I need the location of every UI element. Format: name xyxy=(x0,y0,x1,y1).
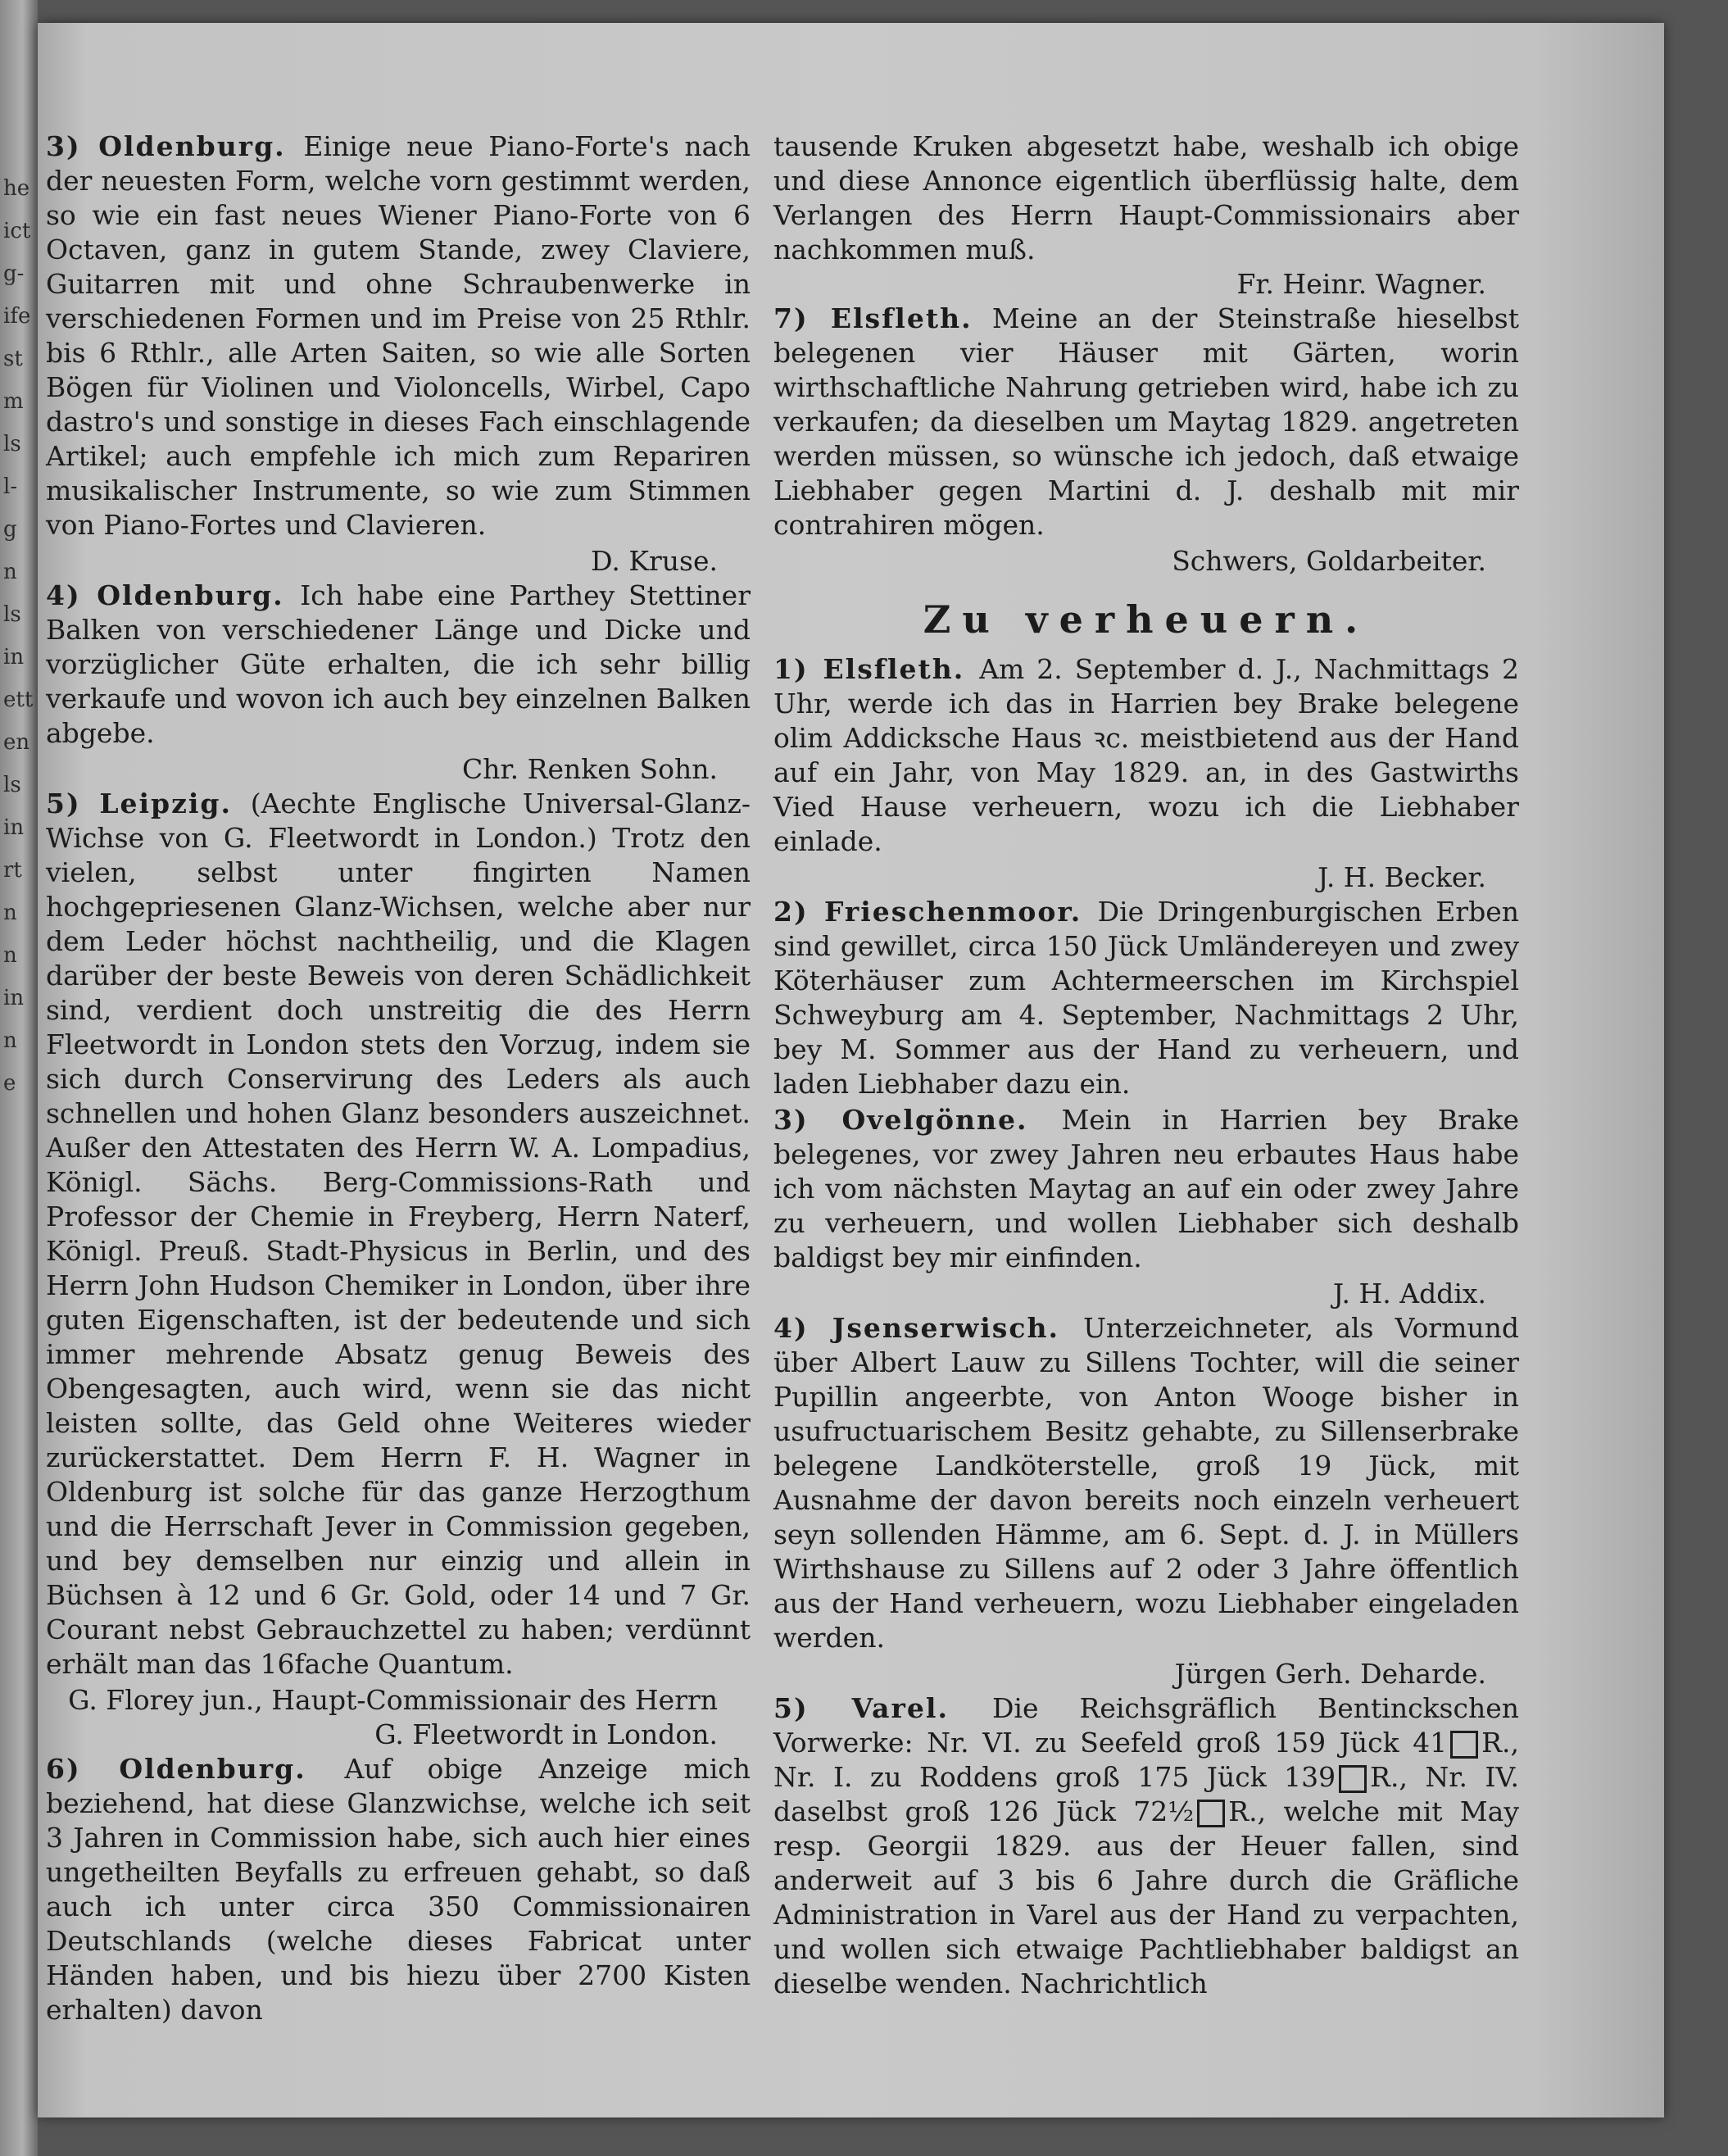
prev-page-fragment: m xyxy=(3,389,24,414)
right-column xyxy=(773,129,1519,2003)
ad-7-signature: Schwers, Goldarbeiter. xyxy=(1172,545,1486,577)
rental-lead: 4) Jsenserwisch. xyxy=(773,1312,1084,1344)
ad-4 xyxy=(46,579,751,751)
prev-page-fragment: in xyxy=(3,645,25,669)
prev-page-fragment: ict xyxy=(3,219,31,243)
rental-lead: 3) Ovelgönne. xyxy=(773,1104,1062,1136)
continuation-text: tausende Kruken abgesetzt habe, weshalb ich obige und diese Annonce eigentlich überflüssig halte, dem Verlangen des Herrn Haupt-Commissionairs aber nachkommen muß. xyxy=(773,130,1519,266)
rental-2 xyxy=(773,895,1519,1101)
rental-signature: J. H. Addix. xyxy=(1332,1278,1486,1309)
rental-3 xyxy=(773,1103,1519,1275)
ad-7 xyxy=(773,302,1519,542)
rental-text: Mein in Harrien bey Brake belegenes, vor zwey Jahren neu erbautes Haus habe ich vom nächsten Maytag an auf ein oder zwey Jahre zu verheuern, und wollen Liebhaber sich deshalb baldigst bey mir einfinden. xyxy=(773,1104,1519,1273)
ad-6-text: Auf obige Anzeige mich beziehend, hat diese Glanzwichse, welche ich seit 3 Jahren in Commission habe, sich auch hier eines ungetheilten Beyfalls zu erfreuen gehabt, so daß auch ich unter circa 350 Commissionairen Deutschlands (welche dieses Fabricat unter Händen haben, und bis hiezu über 2700 Kisten erhalten) davon xyxy=(46,1753,751,2026)
ad-7-lead: 7) Elsfleth. xyxy=(773,302,973,334)
rental-text: Unterzeichneter, als Vormund über Albert Lauw zu Sillens Tochter, will die seiner Pupillin angeerbte, von Anton Wooge bisher in usufructuarischem Besitz gehabte, zu Sillenserbrake belegene Landköterstelle, groß 19 Jück, mit Ausnahme der davon bereits noch einzeln verheuert seyn sollenden Hämme, am 6. Sept. d. J. in Müllers Wirthshause zu Sillens auf 2 oder 3 Jahre öffentlich aus der Hand verheuern, wozu Liebhaber eingeladen werden. xyxy=(773,1312,1520,1654)
square-rod-symbol-icon xyxy=(1197,1800,1225,1827)
rental-text-part: R., Nr. IV. daselbst groß 126 Jück 72½ xyxy=(773,1761,1519,1827)
prev-page-fragment: ls xyxy=(3,602,21,627)
ad-3-signature: D. Kruse. xyxy=(591,545,718,577)
square-rod-symbol-icon xyxy=(1339,1765,1367,1793)
ad-5-lead: 5) Leipzig. xyxy=(46,788,251,819)
prev-page-fragment: ett xyxy=(3,688,34,712)
rental-5 xyxy=(773,1691,1519,2001)
prev-page-fragment: g xyxy=(3,517,17,542)
prev-page-fragment: ife xyxy=(3,304,31,329)
previous-page-edge xyxy=(0,0,38,2156)
ad-3-text: Einige neue Piano-Forte's nach der neuesten Form, welche vorn gestimmt werden, so wie ein fast neues Wiener Piano-Forte von 6 Octaven, ganz in gutem Stande, zwey Claviere, Guitarren mit und ohne Schraubenwerke in verschiedenen Formen und im Preise von 25 Rthlr. bis 6 Rthlr., alle Arten Saiten, so wie alle Sorten Bögen für Violinen und Violoncells, Wirbel, Capo dastro's und sonstige in dieses Fach einschlagende Artikel; auch empfehle ich mich zum Repariren musikalischer Instrumente, so wie zum Stimmen von Piano-Fortes und Clavieren. xyxy=(46,130,751,541)
rental-lead: 1) Elsfleth. xyxy=(773,653,980,685)
ad-4-text: Ich habe eine Parthey Stettiner Balken von verschiedener Länge und Dicke und vorzüglicher Güte erhalten, die ich sehr billig verkaufe und wovon ich auch bey einzelnen Balken abgebe. xyxy=(46,579,751,749)
square-rod-symbol-icon xyxy=(1450,1731,1478,1759)
ad-6 xyxy=(46,1752,751,2027)
section-heading: Zu verheuern. xyxy=(923,597,1370,642)
rental-signature: Jürgen Gerh. Deharde. xyxy=(1174,1658,1486,1690)
prev-page-fragment: ls xyxy=(3,773,21,797)
prev-page-fragment: n xyxy=(3,1028,17,1053)
prev-page-fragment: in xyxy=(3,986,25,1010)
rental-text: Die Dringenburgischen Erben sind gewillet, circa 150 Jück Umländereyen und zwey Köterhäuser zum Achtermeerschen im Kirchspiel Schweyburg am 4. September, Nachmittags 2 Uhr, bey M. Sommer aus der Hand zu verheuern, und laden Liebhaber dazu ein. xyxy=(773,896,1519,1100)
ad-4-signature: Chr. Renken Sohn. xyxy=(461,753,718,785)
prev-page-fragment: n xyxy=(3,943,17,968)
prev-page-fragment: n xyxy=(3,560,17,584)
continuation-signature: Fr. Heinr. Wagner. xyxy=(1236,268,1486,300)
rental-4 xyxy=(773,1311,1519,1655)
ad-5-text: (Aechte Englische Universal-Glanz-Wichse von G. Fleetwordt in London.) Trotz den vielen, selbst unter fingirten Namen hochgepriesenen Glanz-Wichsen, welche aber nur dem Leder höchst nachtheilig, und die Klagen darüber der beste Beweis von deren Schädlichkeit sind, verdient doch unstreitig die des Herrn Fleetwordt in London stets den Vorzug, indem sie sich durch Conservirung des Leders als auch schnellen und hohen Glanz besonders auszeichnet. Außer den Attestaten des Herrn W. A. Lompadius, Königl. Sächs. Berg-Commissions-Rath und Professor der Chemie in Freyberg, Herrn Naterf, Königl. Preuß. Stadt-Physicus in Berlin, und des Herrn John Hudson Chemiker in London, über ihre guten Eigenschaften, ist der bedeutende und sich immer mehrende Absatz genug Beweis des Obengesagten, auch wird, wenn sie das nicht leisten sollte, das Geld ohne Weiteres wieder zurückerstattet. Dem Herrn F. H. Wagner in Oldenburg ist solche für das ganze Herzogthum und die Herrschaft Jever in Commission gegeben, und bey demselben nur einzig und allein in Büchsen à 12 und 6 Gr. Gold, oder 14 und 7 Gr. Courant nebst Gebrauchzettel zu haben; verdünnt erhält man das 16fache Quantum. xyxy=(46,788,751,1680)
prev-page-fragment: en xyxy=(3,730,30,755)
rental-text-part: R., Nr. I. zu Roddens groß 175 Jück 139 xyxy=(773,1727,1519,1793)
rental-1 xyxy=(773,652,1519,859)
ad-3-lead: 3) Oldenburg. xyxy=(46,130,304,162)
rental-signature: J. H. Becker. xyxy=(1318,861,1486,893)
prev-page-fragment: rt xyxy=(3,858,22,883)
rentals-list xyxy=(773,652,1519,2001)
prev-page-fragment: e xyxy=(3,1071,16,1096)
rental-text-part: Die Reichsgräflich Bentinckschen Vorwerke: Nr. VI. zu Seefeld groß 159 Jück 41 xyxy=(773,1692,1520,1759)
newspaper-page xyxy=(38,23,1664,2117)
prev-page-fragment: l- xyxy=(3,474,18,499)
ad-7-text: Meine an der Steinstraße hieselbst belegenen vier Häuser mit Gärten, worin wirthschaftliche Nahrung getrieben wird, habe ich zu verkaufen; da dieselben um Maytag 1829. angetreten werden müssen, so wünsche ich jedoch, daß etwaige Liebhaber gegen Martini d. J. deshalb mit mir contrahiren mögen. xyxy=(773,302,1519,541)
ad-5 xyxy=(46,787,751,1682)
ad-6-lead: 6) Oldenburg. xyxy=(46,1753,345,1785)
rental-text: Am 2. September d. J., Nachmittags 2 Uhr, werde ich das in Harrien bey Brake belegene olim Addicksche Haus ꝛc. meistbietend aus der Hand auf ein Jahr, von May 1829. an, in des Gastwirths Vied Hause verheuern, wozu ich die Liebhaber einlade. xyxy=(773,653,1519,857)
prev-page-fragment: in xyxy=(3,815,25,840)
rental-lead: 2) Frieschenmoor. xyxy=(773,896,1098,928)
prev-page-fragment: g- xyxy=(3,261,25,286)
prev-page-fragment: n xyxy=(3,901,17,925)
left-column xyxy=(46,129,751,2029)
prev-page-fragment: st xyxy=(3,347,23,371)
ad-3 xyxy=(46,129,751,542)
rental-text-part: R., welche mit May resp. Georgii 1829. aus der Heuer fallen, sind anderweit auf 3 bis 6 Jahre durch die Gräfliche Administration in Varel aus der Hand zu verpachten, und wollen sich etwaige Pachtliebhaber baldigst an dieselbe wenden. Nachrichtlich xyxy=(773,1795,1519,1999)
prev-page-fragment: he xyxy=(3,176,30,201)
ad-4-lead: 4) Oldenburg. xyxy=(46,579,301,611)
rental-lead: 5) Varel. xyxy=(773,1692,992,1724)
ad-5-signature: G. Florey jun., Haupt-Commissionair des Herrn G. Fleetwordt in London. xyxy=(68,1684,718,1750)
prev-page-fragment: ls xyxy=(3,432,21,456)
